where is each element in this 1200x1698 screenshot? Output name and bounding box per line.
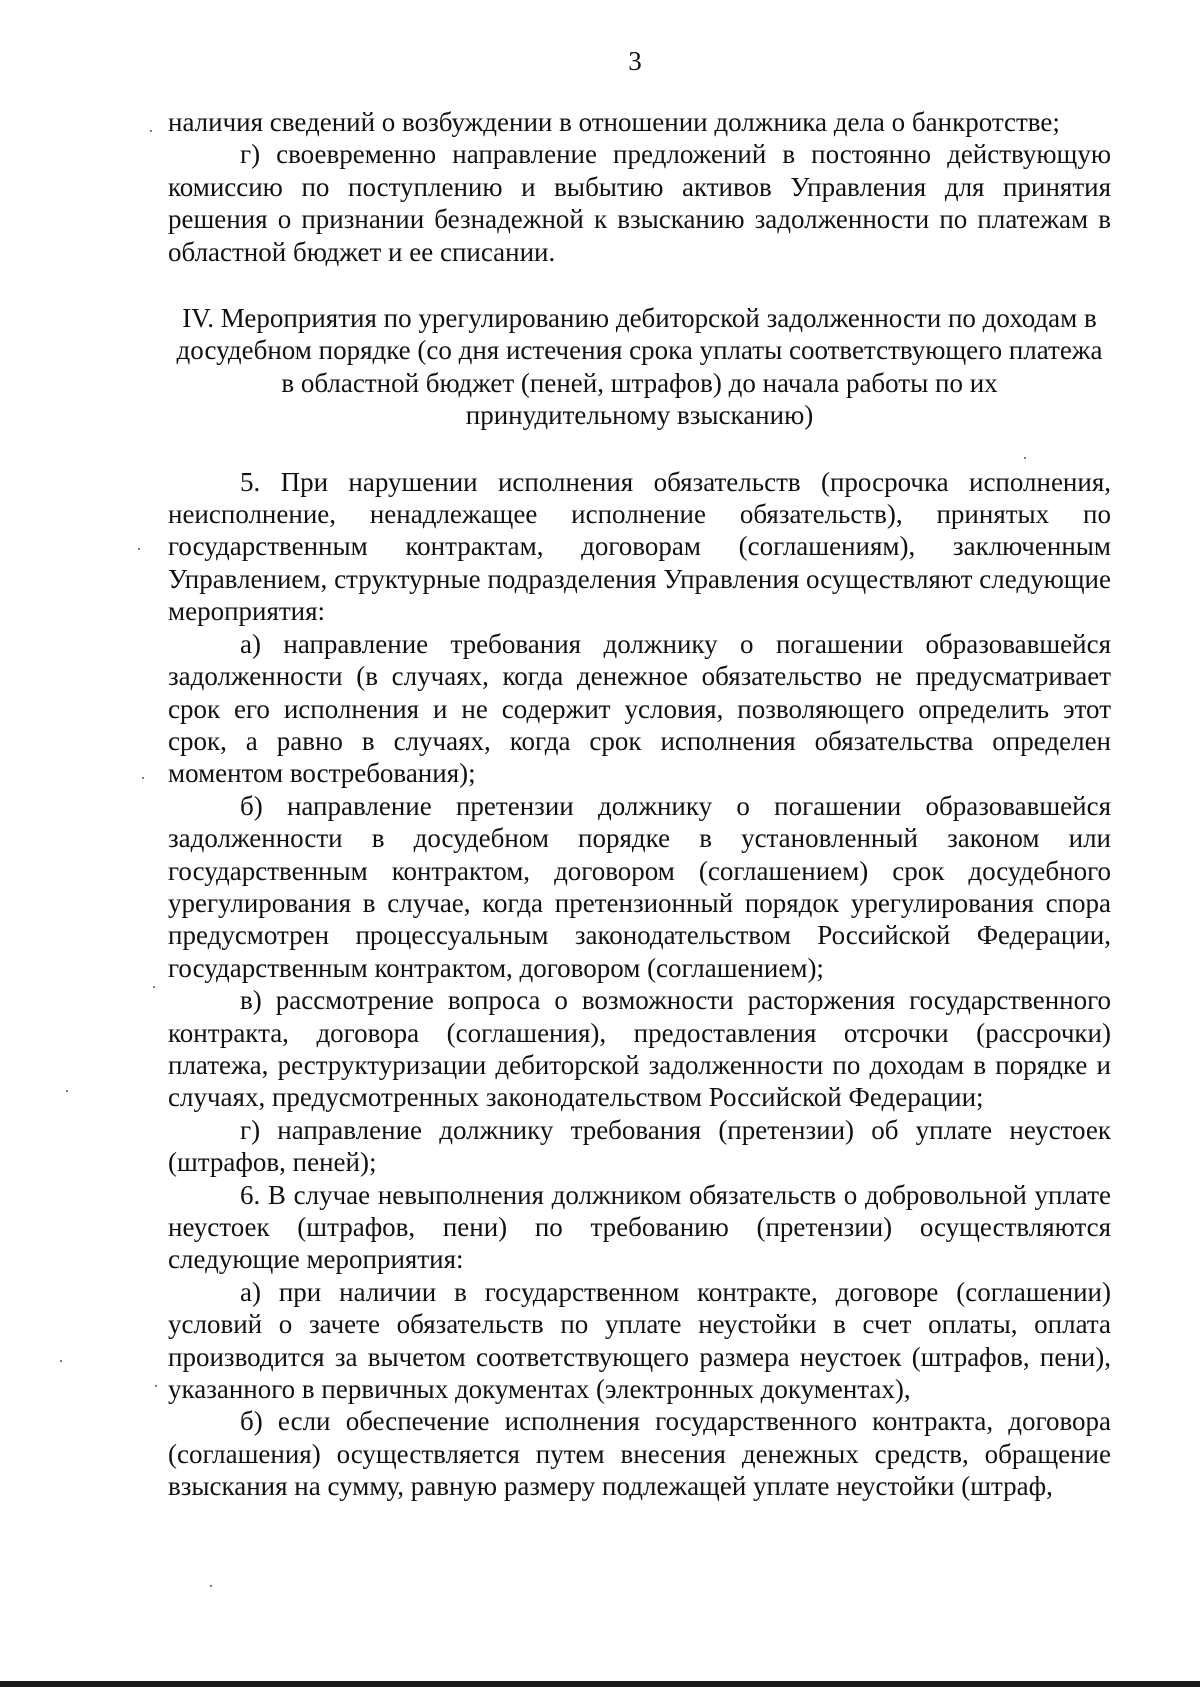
paragraph-clause-6: 6. В случае невыполнения должником обязательств о добровольной уплате неустоек (штрафов, пени) по требованию (претензии) осуществляются следующие мероприятия: [168, 1179, 1111, 1275]
scan-speck [155, 1385, 157, 1387]
paragraph-clause-6-a: а) при наличии в государственном контракте, договоре (соглашении) условий о зачете обязательств по уплате неустойки в счет оплаты, оплата производится за вычетом соответствующего размера неустоек (штрафов, пени), указанного в первичных документах (электронных документах), [168, 1276, 1111, 1405]
document-body [168, 106, 1111, 1503]
scan-speck [66, 1090, 68, 1092]
scan-speck [142, 777, 144, 779]
paragraph-clause-5-g: г) направление должнику требования (претензии) об уплате неустоек (штрафов, пеней); [168, 1114, 1111, 1178]
scan-bottom-edge [0, 1687, 1200, 1698]
scan-speck [150, 130, 152, 132]
paragraph-clause-6-b: б) если обеспечение исполнения государственного контракта, договора (соглашения) осуществляется путем внесения денежных средств, обращение взыскания на сумму, равную размеру подлежащей уплате неустойки (штраф, [168, 1406, 1111, 1502]
scan-speck [138, 548, 140, 550]
scan-speck [60, 1360, 62, 1362]
section-heading: IV. Мероприятия по урегулированию дебиторской задолженности по доходам в досудебном порядке (со дня истечения срока уплаты соответствующего платежа в областной бюджет (пеней, штрафов) до начала работы по их принудительному взысканию) [176, 303, 1103, 431]
paragraph-clause-5-b: б) направление претензии должнику о погашении образовавшейся задолженности в досудебном порядке в установленный законом или государственным контрактом, договором (соглашением) срок досудебного урегулирования в случае, когда претензионный порядок урегулирования спора предусмотрен процессуальным законодательством Российской Федерации, государственным контрактом, договором (соглашением); [168, 790, 1111, 983]
page-number: 3 [628, 46, 642, 76]
paragraph-clause-5-a: а) направление требования должнику о погашении образовавшейся задолженности (в случаях, когда денежное обязательство не предусматривает срок его исполнения и не содержит условия, позволяющего определить этот срок, а равно в случаях, когда срок исполнения обязательства определен моментом востребования); [168, 628, 1111, 789]
scan-speck [153, 986, 155, 988]
paragraph-clause-5-v: в) рассмотрение вопроса о возможности расторжения государственного контракта, договора (соглашения), предоставления отсрочки (рассрочки) платежа, реструктуризации дебиторской задолженности по доходам в порядке и случаях, предусмотренных законодательством Российской Федерации; [168, 985, 1111, 1113]
scan-speck [1024, 457, 1026, 459]
paragraph-clause-5: 5. При нарушении исполнения обязательств (просрочка исполнения, неисполнение, ненадлежащее исполнение обязательств), принятых по государственным контрактам, договорам (соглашениям), заключенным Управлением, структурные подразделения Управления осуществляют следующие мероприятия: [168, 466, 1111, 627]
paragraph-continuation: наличия сведений о возбуждении в отношении должника дела о банкротстве; [168, 107, 1060, 137]
paragraph-item-g: г) своевременно направление предложений в постоянно действующую комиссию по поступлению и выбытию активов Управления для принятия решения о признании безнадежной к взысканию задолженности по платежам в областной бюджет и ее списании. [168, 139, 1111, 267]
scan-speck [210, 1585, 212, 1587]
